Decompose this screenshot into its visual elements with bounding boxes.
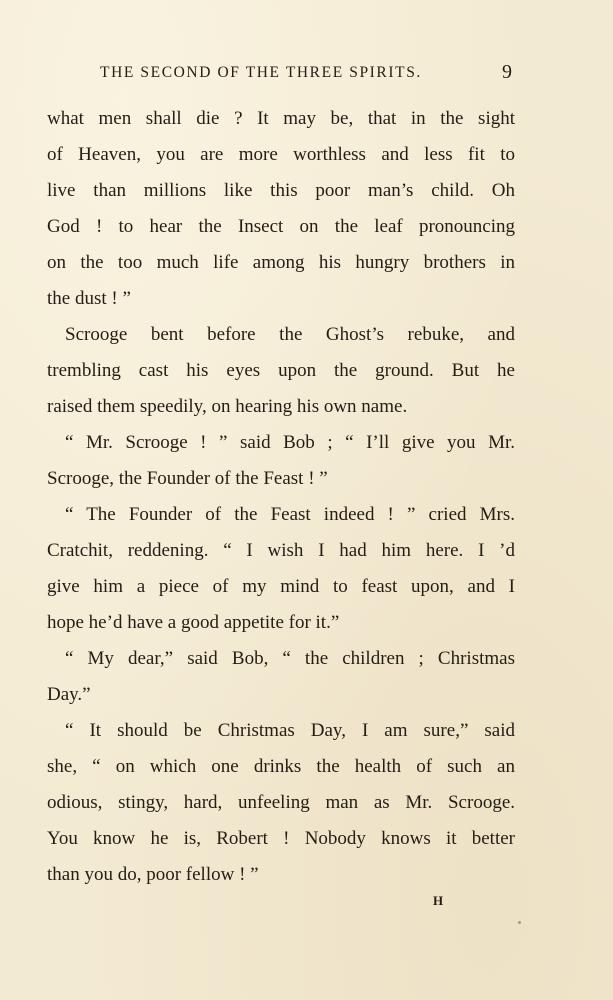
text-line: Day.”	[47, 684, 91, 705]
text-line: what men shall die ? It may be, that in the sight	[47, 108, 515, 129]
text-line: “ The Founder of the Feast indeed ! ” cried Mrs.	[65, 504, 515, 525]
text-line: than you do, poor fellow ! ”	[47, 864, 259, 885]
text-line: on the too much life among his hungry brothers in	[47, 252, 515, 273]
text-line: Scrooge bent before the Ghost’s rebuke, and	[65, 324, 515, 345]
text-line: God ! to hear the Insect on the leaf pronouncing	[47, 216, 515, 237]
text-line: the dust ! ”	[47, 288, 131, 309]
text-line: give him a piece of my mind to feast upon, and I	[47, 576, 515, 597]
text-line: raised them speedily, on hearing his own name.	[47, 396, 408, 417]
body-text	[47, 101, 515, 893]
text-line: “ It should be Christmas Day, I am sure,” said	[65, 720, 515, 741]
text-line: hope he’d have a good appetite for it.”	[47, 612, 340, 633]
signature-mark: H	[433, 893, 445, 908]
text-line: trembling cast his eyes upon the ground. But he	[47, 360, 515, 381]
text-line: “ My dear,” said Bob, “ the children ; Christmas	[65, 648, 515, 669]
page-number: 9	[502, 61, 512, 83]
text-line: live than millions like this poor man’s child. Oh	[47, 180, 515, 201]
running-head: THE SECOND OF THE THREE SPIRITS.	[100, 64, 422, 81]
text-line: You know he is, Robert ! Nobody knows it better	[47, 828, 515, 849]
text-line: Cratchit, reddening. “ I wish I had him here. I ’d	[47, 540, 515, 561]
text-line: odious, stingy, hard, unfeeling man as Mr. Scrooge.	[47, 792, 515, 813]
text-line: “ Mr. Scrooge ! ” said Bob ; “ I’ll give you Mr.	[65, 432, 515, 453]
page-speck	[518, 921, 521, 924]
text-line: she, “ on which one drinks the health of such an	[47, 756, 515, 777]
text-line: of Heaven, you are more worthless and less fit to	[47, 144, 515, 165]
page-header	[100, 61, 520, 88]
text-line: Scrooge, the Founder of the Feast ! ”	[47, 468, 328, 489]
